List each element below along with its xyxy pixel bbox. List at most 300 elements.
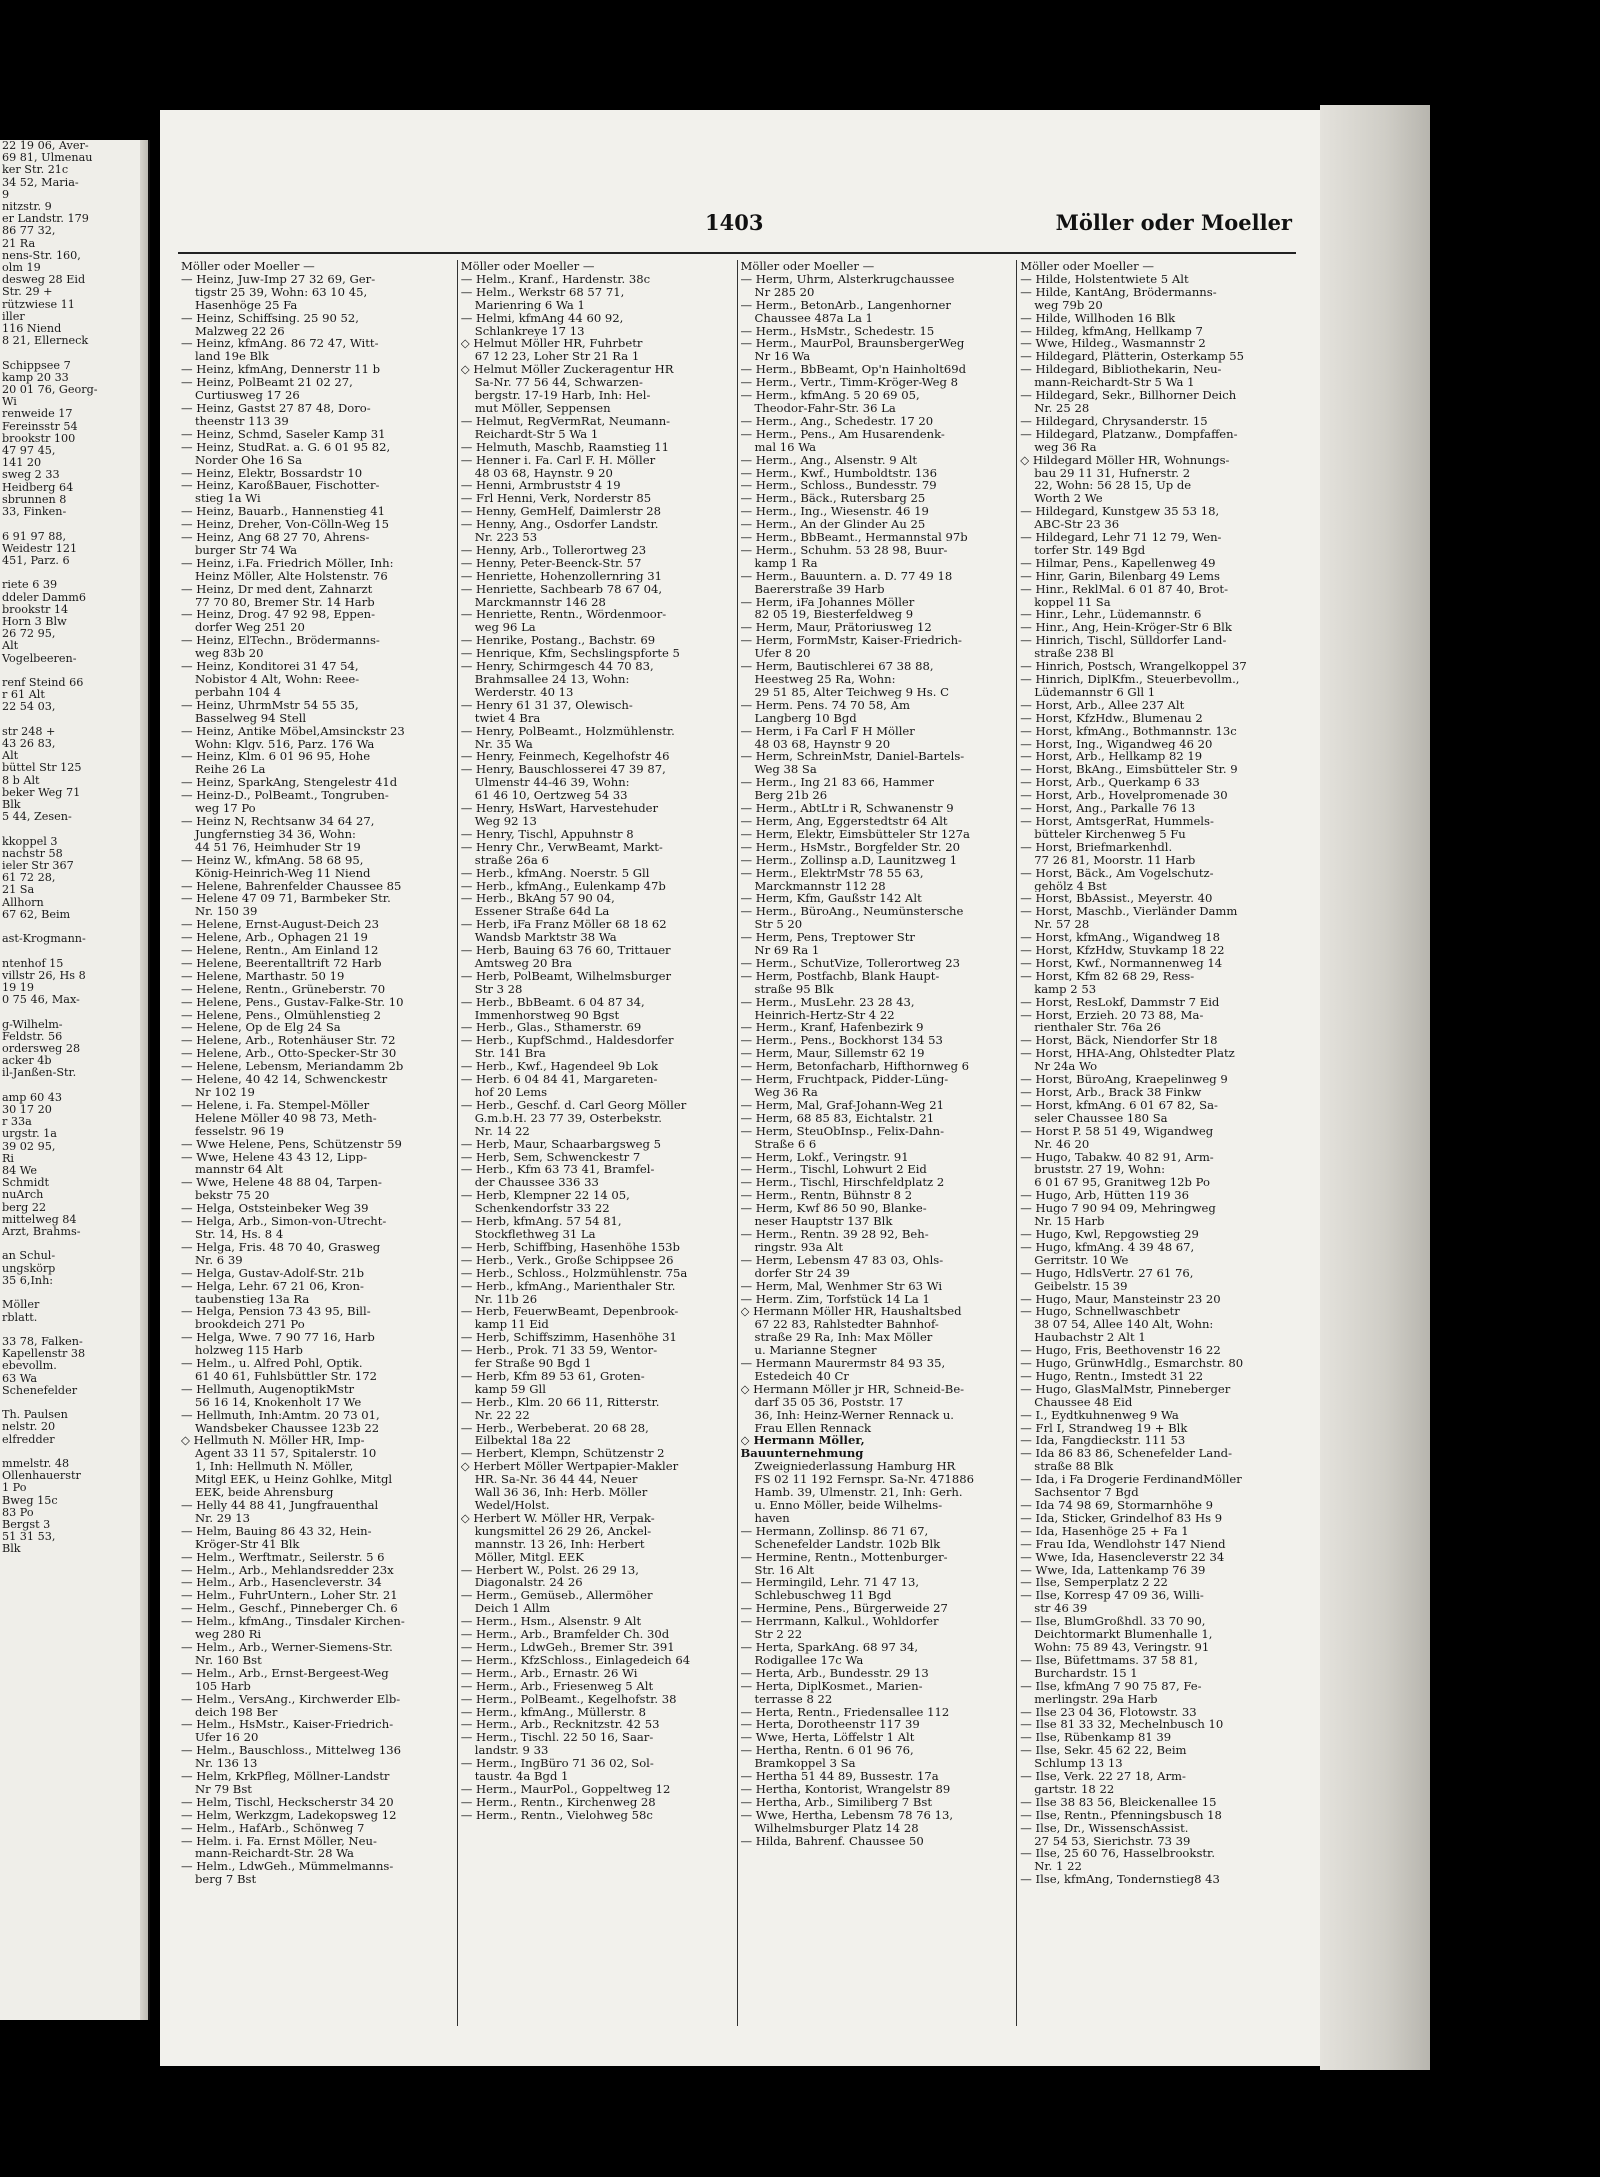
facing-page-line: Alt	[2, 639, 19, 653]
entry-continuation: u. Enno Möller, beide Wilhelms-	[754, 1499, 943, 1512]
directory-entry: — Herm., Schloss., Bundesstr. 79	[740, 479, 937, 493]
directory-entry: — Helm., u. Alfred Pohl, Optik.	[181, 1357, 363, 1370]
directory-entry: — Horst, BüroAng, Kraepelinweg 9	[1020, 1073, 1228, 1086]
directory-entry: — Helene, Bahrenfelder Chaussee 85	[181, 879, 402, 893]
entry-continuation: Marckmannstr 146 28	[474, 595, 606, 609]
facing-page-line: kamp 20 33	[2, 370, 69, 384]
entry-continuation: Kröger-Str 41 Blk	[195, 1537, 300, 1551]
facing-page-line: sweg 2 33	[2, 468, 60, 482]
directory-entry: — Heinz, Dreher, Von-Cölln-Weg 15	[181, 518, 389, 532]
facing-page-line: 26 72 95,	[2, 627, 56, 641]
entry-continuation: torfer Str. 149 Bgd	[1034, 543, 1146, 557]
directory-entry: — Helene, Beerentalltrift 72 Harb	[181, 956, 382, 970]
directory-entry: — Heinz, ElTechn., Brödermanns-	[181, 634, 380, 648]
entry-continuation: Str 2 22	[754, 1628, 803, 1641]
directory-entry: — Herm., Tischl, Lohwurt 2 Eid	[740, 1163, 927, 1177]
entry-continuation: Estedeich 40 Cr	[754, 1369, 849, 1383]
directory-entry: — Herm, Mal, Wenhmer Str 63 Wi	[740, 1279, 943, 1293]
directory-entry: — Herm., Vertr., Timm-Kröger-Weg 8	[740, 376, 958, 390]
facing-page-line: olm 19	[2, 261, 41, 275]
facing-page-line: brookstr 14	[2, 602, 69, 616]
facing-page-line: beker Weg 71	[2, 785, 81, 799]
directory-entry: — Herm., IngBüro 71 36 02, Sol-	[460, 1757, 654, 1771]
entry-continuation: Wall 36 36, Inh: Herb. Möller	[474, 1486, 648, 1499]
directory-entry: — Horst, Erzieh. 20 73 88, Ma-	[1020, 1008, 1204, 1022]
facing-page-line: Vogelbeeren-	[2, 651, 77, 665]
directory-entry: — Hugo, Tabakw. 40 82 91, Arm-	[1020, 1150, 1214, 1164]
entry-continuation: Immenhorstweg 90 Bgst	[474, 1008, 620, 1022]
directory-entry: — Herm., Kwf., Humboldtstr. 136	[740, 466, 937, 480]
directory-entry: — Herb, kfmAng. 57 54 81,	[460, 1215, 622, 1228]
directory-entry: — Horst, KfzHdw., Blumenau 2	[1020, 711, 1203, 725]
entry-continuation: Heinrich-Hertz-Str 4 22	[754, 1008, 895, 1022]
directory-entry: — Heinz, SparkAng, Stengelestr 41d	[181, 776, 398, 790]
directory-entry: — Henriette, Rentn., Wördenmoor-	[460, 608, 667, 622]
facing-page-line: 451, Parz. 6	[2, 553, 70, 567]
directory-entry: — Helene, Lebensm, Meriandamm 2b	[181, 1060, 404, 1074]
facing-page-line: 84 We	[2, 1164, 37, 1178]
directory-entry: — Horst, Arb., Querkamp 6 33	[1020, 776, 1200, 790]
directory-entry: — Horst, ResLokf, Dammstr 7 Eid	[1020, 995, 1220, 1009]
entry-continuation: u. Marianne Stegner	[754, 1344, 877, 1358]
directory-entry: — Herb. 6 04 84 41, Margareten-	[460, 1073, 658, 1086]
directory-entry: — Hilde, Willhoden 16 Blk	[1020, 311, 1176, 325]
entry-continuation: Brahmsallee 24 13, Wohn:	[474, 673, 630, 686]
entry-continuation: Lüdemannstr 6 Gll 1	[1034, 685, 1156, 699]
facing-page-line: r 33a	[2, 1115, 32, 1129]
directory-entry: — Helm., Arb., Mehlandsredder 23x	[181, 1563, 394, 1577]
facing-page-line	[0, 1006, 148, 1018]
facing-page-line: Horn 3 Blw	[2, 614, 67, 628]
directory-entry: — Heinz, Schiffsing. 25 90 52,	[181, 311, 359, 325]
entry-continuation: Rodigallee 17c Wa	[754, 1653, 864, 1667]
entry-continuation: Eilbektal 18a 22	[474, 1434, 572, 1448]
facing-page-line: g-Wilhelm-	[2, 1017, 63, 1031]
directory-entry: — Hildeg, kfmAng, Hellkamp 7	[1020, 324, 1203, 338]
entry-continuation: Wandsbeker Chaussee 123b 22	[195, 1421, 380, 1435]
facing-page-line: Arzt, Brahms-	[2, 1225, 81, 1239]
directory-entry: — Herb, Klempner 22 14 05,	[460, 1189, 630, 1203]
directory-entry: — Herbert W., Polst. 26 29 13,	[460, 1563, 639, 1577]
entry-continuation: FS 02 11 192 Fernspr. Sa-Nr. 471886	[754, 1473, 974, 1487]
directory-entry: — Herm., Ang., Schedestr. 17 20	[740, 414, 934, 428]
entry-continuation: theenstr 113 39	[195, 414, 289, 428]
entry-continuation: darf 35 05 36, Poststr. 17	[754, 1395, 904, 1409]
directory-entry: — Herm., SchutVize, Tollerortweg 23	[740, 956, 961, 970]
directory-entry: — Frl I, Strandweg 19 + Blk	[1020, 1421, 1188, 1435]
directory-entry: — Hermine, Pens., Bürgerweide 27	[740, 1602, 948, 1616]
directory-entry: — Helene, Ernst-August-Deich 23	[181, 918, 380, 932]
entry-continuation: Nr. 46 20	[1034, 1137, 1090, 1151]
entry-continuation: straße 238 Bl	[1034, 647, 1114, 661]
directory-entry: ◇ Hermann Möller HR, Haushaltsbed	[740, 1305, 962, 1319]
entry-continuation: seler Chaussee 180 Sa	[1034, 1111, 1168, 1125]
directory-entry: — Herb, Schiffbing, Hasenhöhe 153b	[460, 1240, 680, 1254]
directory-entry: — Hinrich, Postsch, Wrangelkoppel 37	[1020, 660, 1247, 673]
facing-page-line: Ollenhauerstr	[2, 1469, 81, 1483]
entry-continuation: deich 198 Ber	[195, 1705, 278, 1719]
entry-continuation: weg 280 Ri	[195, 1628, 262, 1641]
facing-page-line: 61 72 28,	[2, 871, 56, 885]
directory-entry: ◇ Hellmuth N. Möller HR, Imp-	[181, 1434, 365, 1448]
facing-page-line	[0, 823, 148, 835]
directory-entry: — Heinz, Ang 68 27 70, Ahrens-	[181, 531, 370, 544]
facing-page-line: 33 78, Falken-	[2, 1334, 83, 1348]
directory-entry: — Horst, kfmAng. 6 01 67 82, Sa-	[1020, 1098, 1218, 1112]
entry-continuation: 29 51 85, Alter Teichweg 9 Hs. C	[754, 685, 949, 699]
directory-entry: — Herm., Tischl. 22 50 16, Saar-	[460, 1731, 654, 1745]
directory-entry: — Herm., Tischl, Hirschfeldplatz 2	[740, 1176, 945, 1190]
directory-entry: — Hertha 51 44 89, Bussestr. 17a	[740, 1770, 939, 1783]
facing-page-line: rützwiese 11	[2, 297, 75, 311]
directory-entry: — Hugo, GrünwHdlg., Esmarchstr. 80	[1020, 1357, 1244, 1370]
facing-page-line: renweide 17	[2, 407, 73, 421]
directory-entry: — Hugo 7 90 94 09, Mehringweg	[1020, 1202, 1216, 1216]
directory-entry: — Helm., LdwGeh., Mümmelmanns-	[181, 1860, 394, 1874]
entry-continuation: Ufer 8 20	[754, 647, 811, 661]
directory-entry: — Herm, FormMstr, Kaiser-Friedrich-	[740, 634, 962, 648]
directory-entry: — Helene, Marthastr. 50 19	[181, 969, 345, 983]
column-4	[1017, 260, 1296, 2026]
directory-entry: — Helm., VersAng., Kirchwerder Elb-	[181, 1692, 401, 1706]
directory-entry: — Ilse 38 83 56, Bleickenallee 15	[1020, 1795, 1217, 1809]
entry-continuation: 48 03 68, Haynstr 9 20	[754, 737, 891, 751]
entry-continuation: Nr. 6 39	[195, 1253, 243, 1267]
directory-entry: — Herm., HsMstr., Schedestr. 15	[740, 324, 935, 338]
facing-page-line: 35 6,Inh:	[2, 1273, 54, 1287]
entry-continuation: Nr. 35 Wa	[474, 737, 533, 751]
directory-entry: — Helga, Wwe. 7 90 77 16, Harb	[181, 1331, 375, 1345]
directory-entry: — Herm., An der Glinder Au 25	[740, 518, 926, 532]
entry-continuation: Jungfernstieg 34 36, Wohn:	[195, 827, 356, 841]
entry-continuation: haven	[754, 1511, 790, 1525]
directory-entry: — Herrmann, Kalkul., Wohldorfer	[740, 1615, 939, 1629]
entry-continuation: kungsmittel 26 29 26, Anckel-	[474, 1524, 652, 1538]
directory-entry: — Heinz, Drog. 47 92 98, Eppen-	[181, 608, 376, 622]
directory-entry: — Helene, Arb., Rotenhäuser Str. 72	[181, 1034, 396, 1048]
directory-entry: — Frl Henni, Verk, Norderstr 85	[460, 492, 652, 506]
directory-entry: — Henry 61 31 37, Olewisch-	[460, 698, 633, 712]
directory-entry: — Helene, Arb., Otto-Specker-Str 30	[181, 1047, 397, 1061]
directory-entry: — Wwe Helene, Pens, Schützenstr 59	[181, 1137, 402, 1151]
facing-page-line: Feldstr. 56	[2, 1029, 63, 1043]
entry-continuation: taubenstieg 13a Ra	[195, 1292, 310, 1306]
facing-page-line: Schmidt	[2, 1176, 49, 1190]
directory-entry: — Herb., Werbeberat. 20 68 28,	[460, 1421, 649, 1435]
facing-page-line: urgstr. 1a	[2, 1127, 57, 1141]
directory-entry: — Helene, Arb., Ophagen 21 19	[181, 931, 368, 945]
entry-continuation: mannstr. 13 26, Inh: Herbert	[474, 1537, 645, 1551]
directory-entry: — Heinz, KaroßBauer, Fischotter-	[181, 479, 380, 493]
facing-page-line: büttel Str 125	[2, 761, 82, 775]
facing-page-line: Schippsee 7	[2, 358, 71, 372]
directory-entry: — Helm., FuhrUntern., Loher Str. 21	[181, 1589, 398, 1603]
directory-entry: — Heinz, StudRat. a. G. 6 01 95 82,	[181, 440, 391, 454]
directory-entry: — Horst, kfmAng., Wigandweg 18	[1020, 931, 1221, 945]
directory-entry: ◇ Herbert Möller Wertpapier-Makler	[460, 1460, 679, 1474]
directory-entry: — Ida 86 83 86, Schenefelder Land-	[1020, 1447, 1233, 1461]
entry-continuation: EEK, beide Ahrensburg	[195, 1486, 334, 1499]
entry-continuation: weg 79b 20	[1034, 298, 1103, 312]
entry-continuation: burger Str 74 Wa	[195, 543, 298, 557]
facing-page-line: 21 Sa	[2, 883, 35, 897]
facing-page-line: ieler Str 367	[2, 858, 74, 872]
facing-page-line: 47 97 45,	[2, 444, 56, 458]
facing-page-line: nitzstr. 9	[2, 200, 52, 214]
directory-entry: — Herta, SparkAng. 68 97 34,	[740, 1640, 919, 1654]
directory-entry: — Wwe, Ida, Hasencleverstr 22 34	[1020, 1550, 1225, 1564]
entry-continuation: Malzweg 22 26	[195, 324, 285, 338]
facing-page-line: rblatt.	[2, 1310, 38, 1324]
facing-page-line: ddeler Damm6	[2, 590, 87, 604]
directory-entry: — Herm, Mal, Graf-Johann-Weg 21	[740, 1098, 944, 1112]
directory-entry: — Heinz, kfmAng, Dennerstr 11 b	[181, 363, 381, 377]
facing-page-line: villstr 26, Hs 8	[2, 968, 86, 982]
facing-page-line: 5 44, Zesen-	[2, 810, 72, 824]
facing-page-line: 83 Po	[2, 1505, 34, 1519]
directory-entry: — Herm., BbBeamt., Hermannstal 97b	[740, 531, 968, 544]
entry-continuation: Nobistor 4 Alt, Wohn: Reee-	[195, 673, 360, 686]
directory-entry: — Herm., PolBeamt., Kegelhofstr. 38	[460, 1692, 677, 1706]
directory-entry: — Hildegard, Chrysanderstr. 15	[1020, 414, 1208, 428]
directory-entry: — Helm, Tischl, Heckscherstr 34 20	[181, 1795, 394, 1809]
directory-entry: — Horst, Bäck., Am Vogelschutz-	[1020, 866, 1214, 880]
directory-entry: — Hugo, kfmAng. 4 39 48 67,	[1020, 1240, 1195, 1254]
directory-entry: — Ilse, 25 60 76, Hasselbrookstr.	[1020, 1847, 1215, 1861]
directory-entry: — Helm, Bauing 86 43 32, Hein-	[181, 1524, 372, 1538]
directory-entry: — Herb., Kwf., Hagendeel 9b Lok	[460, 1060, 659, 1074]
facing-page-line	[0, 518, 148, 530]
entry-continuation: mann-Reichardt-Str. 28 Wa	[195, 1847, 354, 1861]
directory-entry: — Henni, Armbruststr 4 19	[460, 479, 621, 493]
entry-continuation: perbahn 104 4	[195, 685, 281, 699]
facing-page-line: amp 60 43	[2, 1090, 63, 1104]
entry-continuation: Reichardt-Str 5 Wa 1	[474, 427, 599, 441]
directory-entry: — Herm., Kranf, Hafenbezirk 9	[740, 1021, 924, 1035]
directory-entry: — Hinr., Ang, Hein-Kröger-Str 6 Blk	[1020, 621, 1232, 635]
facing-page-line: 6 91 97 88,	[2, 529, 67, 543]
facing-page-line: 34 52, Maria-	[2, 175, 79, 189]
directory-entry: — Ilse, Semperplatz 2 22	[1020, 1576, 1168, 1590]
entry-continuation: stieg 1a Wi	[195, 492, 261, 506]
column-1	[178, 260, 458, 2026]
directory-entry: — Herm., Bauuntern. a. D. 77 49 18	[740, 569, 953, 583]
directory-entry: — Ilse, Büfettmams. 37 58 81,	[1020, 1653, 1198, 1667]
entry-continuation: Nr 285 20	[754, 285, 815, 299]
facing-page-line: ntenhof 15	[2, 956, 64, 970]
directory-entry: — Horst, Arb., Brack 38 Finkw	[1020, 1086, 1202, 1099]
facing-page-line: berg 22	[2, 1200, 47, 1214]
entry-continuation: 48 03 68, Haynstr. 9 20	[474, 466, 613, 480]
facing-page-line: brookstr 100	[2, 431, 76, 445]
directory-entry: — Helm., kfmAng., Tinsdaler Kirchen-	[181, 1615, 405, 1629]
directory-entry: — Heinz, UhrmMstr 54 55 35,	[181, 698, 359, 712]
directory-entry: — Hinr, Garin, Bilenbarg 49 Lems	[1020, 569, 1220, 583]
directory-entry: — Herm., LdwGeh., Bremer Str. 391	[460, 1640, 675, 1654]
entry-continuation: bekstr 75 20	[195, 1189, 270, 1203]
entry-continuation: Berg 21b 26	[754, 789, 828, 803]
entry-continuation: Nr 102 19	[195, 1086, 255, 1099]
page-number: 1403	[705, 210, 764, 235]
directory-entry: — Herm, i Fa Carl F H Möller	[740, 724, 915, 738]
entry-continuation: Wilhelmsburger Platz 14 28	[754, 1821, 919, 1835]
facing-page-line: Kapellenstr 38	[2, 1347, 86, 1361]
entry-continuation: weg 36 Ra	[1034, 440, 1097, 454]
directory-entry: — Herb., Prok. 71 33 59, Wentor-	[460, 1344, 658, 1358]
entry-continuation: gartstr. 18 22	[1034, 1782, 1115, 1796]
directory-entry: — Herm, Maur, Sillemstr 62 19	[740, 1047, 925, 1061]
directory-entry: — Heinz, Juw-Imp 27 32 69, Ger-	[181, 272, 376, 286]
facing-page-line: 39 02 95,	[2, 1139, 56, 1153]
entry-continuation: kamp 59 Gll	[474, 1382, 546, 1396]
entry-continuation: Nr. 136 13	[195, 1757, 258, 1771]
directory-entry: — Heinz, Gastst 27 87 48, Doro-	[181, 401, 371, 415]
facing-page-line: nelstr. 20	[2, 1420, 56, 1434]
directory-entry: — Hermine, Rentn., Mottenburger-	[740, 1550, 948, 1564]
directory-entry: — Horst, Bäck, Niendorfer Str 18	[1020, 1034, 1218, 1048]
facing-page-line: acker 4b	[2, 1054, 52, 1068]
directory-entry: — Herm., Schuhm. 53 28 98, Buur-	[740, 543, 948, 557]
directory-entry: — Helmuth, Maschb, Raamstieg 11	[460, 440, 670, 454]
entry-continuation: Schlump 13 13	[1034, 1757, 1123, 1771]
column-3	[738, 260, 1018, 2026]
directory-entry: — Horst, AmtsgerRat, Hummels-	[1020, 814, 1214, 828]
directory-entry: — Hinr., Lehr., Lüdemannstr. 6	[1020, 608, 1202, 622]
directory-entry: — Herb, Bauing 63 76 60, Trittauer	[460, 944, 671, 957]
facing-page-text	[0, 140, 148, 1556]
directory-entry: — Helga, Lehr. 67 21 06, Kron-	[181, 1279, 364, 1293]
directory-entry: — Hugo, Arb, Hütten 119 36	[1020, 1189, 1190, 1203]
facing-page-line: iller	[2, 309, 25, 323]
facing-page-line: 21 Ra	[2, 236, 36, 250]
directory-entry: — Herb., kfmAng., Marienthaler Str.	[460, 1279, 676, 1293]
directory-entry: — Helm, Werkzgm, Ladekopsweg 12	[181, 1808, 397, 1822]
directory-entry: — Herm, Lebensm 47 83 03, Ohls-	[740, 1253, 944, 1267]
entry-continuation: kamp 11 Eid	[474, 1318, 549, 1332]
entry-continuation: 82 05 19, Biesterfeldweg 9	[754, 608, 914, 622]
facing-page-line: nens-Str. 160,	[2, 248, 81, 262]
entry-continuation: Nr. 11b 26	[474, 1292, 538, 1306]
directory-entry: — Herb, Maur, Schaarbargsweg 5	[460, 1137, 662, 1151]
entry-continuation: ABC-Str 23 36	[1034, 518, 1120, 532]
directory-entry: — Helene, Op de Elg 24 Sa	[181, 1021, 341, 1035]
entry-continuation: König-Heinrich-Weg 11 Niend	[195, 866, 371, 880]
directory-entry: — Helm., Arb., Ernst-Bergeest-Weg	[181, 1666, 389, 1680]
entry-continuation: Curtiusweg 17 26	[195, 389, 300, 402]
facing-page-line: Heidberg 64	[2, 480, 74, 494]
directory-entry: — Horst, Ing., Wigandweg 46 20	[1020, 737, 1213, 751]
directory-entry: — Helene, i. Fa. Stempel-Möller	[181, 1098, 370, 1112]
entry-continuation: Nr 24a Wo	[1034, 1060, 1098, 1074]
directory-entry: — Helga, Gustav-Adolf-Str. 21b	[181, 1266, 365, 1280]
facing-page-line: Ri	[2, 1151, 15, 1165]
facing-page-line: 22 19 06, Aver-	[2, 140, 89, 152]
facing-page-line: 33, Finken-	[2, 505, 67, 519]
facing-page-line: Blk	[2, 1542, 21, 1556]
entry-continuation: Sa-Nr. 77 56 44, Schwarzen-	[474, 376, 643, 390]
directory-entry: — Ilse, Verk. 22 27 18, Arm-	[1020, 1770, 1186, 1783]
facing-page-line: 1 Po	[2, 1481, 27, 1495]
directory-entry: — Heinz W., kfmAng. 58 68 95,	[181, 853, 364, 867]
facing-page-line: 19 19	[2, 981, 35, 995]
entry-continuation: Weg 92 13	[474, 814, 537, 828]
directory-entry: — Herm., Rentn., Vielohweg 58c	[460, 1808, 653, 1822]
directory-entry: — Hildegard, Sekr., Billhorner Deich	[1020, 389, 1237, 402]
directory-entry: — Heinz, kfmAng. 86 72 47, Witt-	[181, 337, 379, 351]
directory-entry: — Herm., BbBeamt, Op'n Hainholt69d	[740, 363, 967, 377]
entry-continuation: 22, Wohn: 56 28 15, Up de	[1034, 479, 1192, 493]
entry-continuation: Nr. 14 22	[474, 1124, 530, 1138]
entry-continuation: Nr 16 Wa	[754, 350, 811, 364]
directory-entry: — Hilmar, Pens., Kapellenweg 49	[1020, 556, 1216, 570]
entry-continuation: Zweigniederlassung Hamburg HR	[754, 1460, 956, 1474]
entry-continuation: Werderstr. 40 13	[474, 685, 574, 699]
directory-entry: — Hugo, Fris, Beethovenstr 16 22	[1020, 1344, 1221, 1358]
directory-entry: — Henriette, Hohenzollernring 31	[460, 569, 662, 583]
entry-continuation: taustr. 4a Bgd 1	[474, 1770, 569, 1783]
directory-entry: — Ida, i Fa Drogerie FerdinandMöller	[1020, 1473, 1242, 1487]
entry-continuation: 6 01 67 95, Granitweg 12b Po	[1034, 1176, 1210, 1190]
directory-entry: — Helm., Werkstr 68 57 71,	[460, 285, 625, 299]
directory-entry: — Herm, SchreinMstr, Daniel-Bartels-	[740, 750, 965, 764]
header-rule	[178, 252, 1296, 254]
directory-entry: Bauunternehmung	[740, 1447, 864, 1461]
directory-entry: — Ilse, Rentn., Pfenningsbusch 18	[1020, 1808, 1222, 1822]
entry-continuation: bergstr. 17-19 Harb, Inh: Hel-	[474, 389, 651, 402]
entry-continuation: Marckmannstr 112 28	[754, 879, 886, 893]
entry-continuation: dorfer Weg 251 20	[195, 621, 305, 635]
facing-page-line: Fereinsstr 54	[2, 419, 78, 433]
directory-entry: — Wwe, Herta, Löffelstr 1 Alt	[740, 1731, 915, 1745]
directory-entry: — Henry, Feinmech, Kegelhofstr 46	[460, 750, 670, 764]
directory-entry: — Herb., Verk., Große Schippsee 26	[460, 1253, 674, 1267]
directory-entry: — Henny, Ang., Osdorfer Landstr.	[460, 518, 659, 532]
entry-continuation: landstr. 9 33	[474, 1744, 549, 1758]
entry-continuation: Langberg 10 Bgd	[754, 711, 857, 725]
directory-entry: — Herm, Kwf 86 50 90, Blanke-	[740, 1202, 927, 1216]
directory-entry: — Helene, Pens., Gustav-Falke-Str. 10	[181, 995, 404, 1009]
entry-continuation: 77 70 80, Bremer Str. 14 Harb	[195, 595, 375, 609]
directory-entry: — Horst, Kwf., Normannenweg 14	[1020, 956, 1223, 970]
entry-continuation: Gerritstr. 10 We	[1034, 1253, 1129, 1267]
directory-entry: — Hellmuth, Inh:Amtm. 20 73 01,	[181, 1408, 380, 1422]
facing-page-line: Allhorn	[2, 895, 44, 909]
facing-page-line: kkoppel 3	[2, 834, 58, 848]
facing-page-line: 43 26 83,	[2, 736, 56, 750]
directory-page	[160, 110, 1320, 2066]
running-head: Möller oder Moeller	[1055, 210, 1292, 235]
facing-page-line: er Landstr. 179	[2, 212, 89, 226]
directory-entry: — Herm, Postfachb, Blank Haupt-	[740, 969, 940, 983]
entry-continuation: gehölz 4 Bst	[1034, 879, 1107, 893]
entry-continuation: weg 96 La	[474, 621, 536, 635]
entry-continuation: 1, Inh: Hellmuth N. Möller,	[195, 1460, 354, 1474]
entry-continuation: Nr. 150 39	[195, 905, 258, 919]
directory-entry: — Hugo, Kwl, Repgowstieg 29	[1020, 1227, 1199, 1241]
directory-entry: — Helm., Werftmatr., Seilerstr. 5 6	[181, 1550, 385, 1564]
directory-entry: — Hertha, Kontorist, Wrangelstr 89	[740, 1782, 951, 1796]
entry-continuation: Nr 69 Ra 1	[754, 944, 820, 957]
directory-entry: — I., Eydtkuhnenweg 9 Wa	[1020, 1408, 1179, 1422]
entry-continuation: Ufer 16 20	[195, 1731, 259, 1745]
entry-continuation: mal 16 Wa	[754, 440, 817, 454]
directory-entry: — Horst, KfzHdw, Stuvkamp 18 22	[1020, 944, 1225, 957]
entry-continuation: Nr. 223 53	[474, 531, 538, 544]
entry-continuation: 61 46 10, Oertzweg 54 33	[474, 789, 628, 803]
facing-page-line: ebevollm.	[2, 1359, 57, 1373]
entry-continuation: tigstr 25 39, Wohn: 63 10 45,	[195, 285, 368, 299]
directory-entry: — Henrike, Postang., Bachstr. 69	[460, 634, 656, 648]
